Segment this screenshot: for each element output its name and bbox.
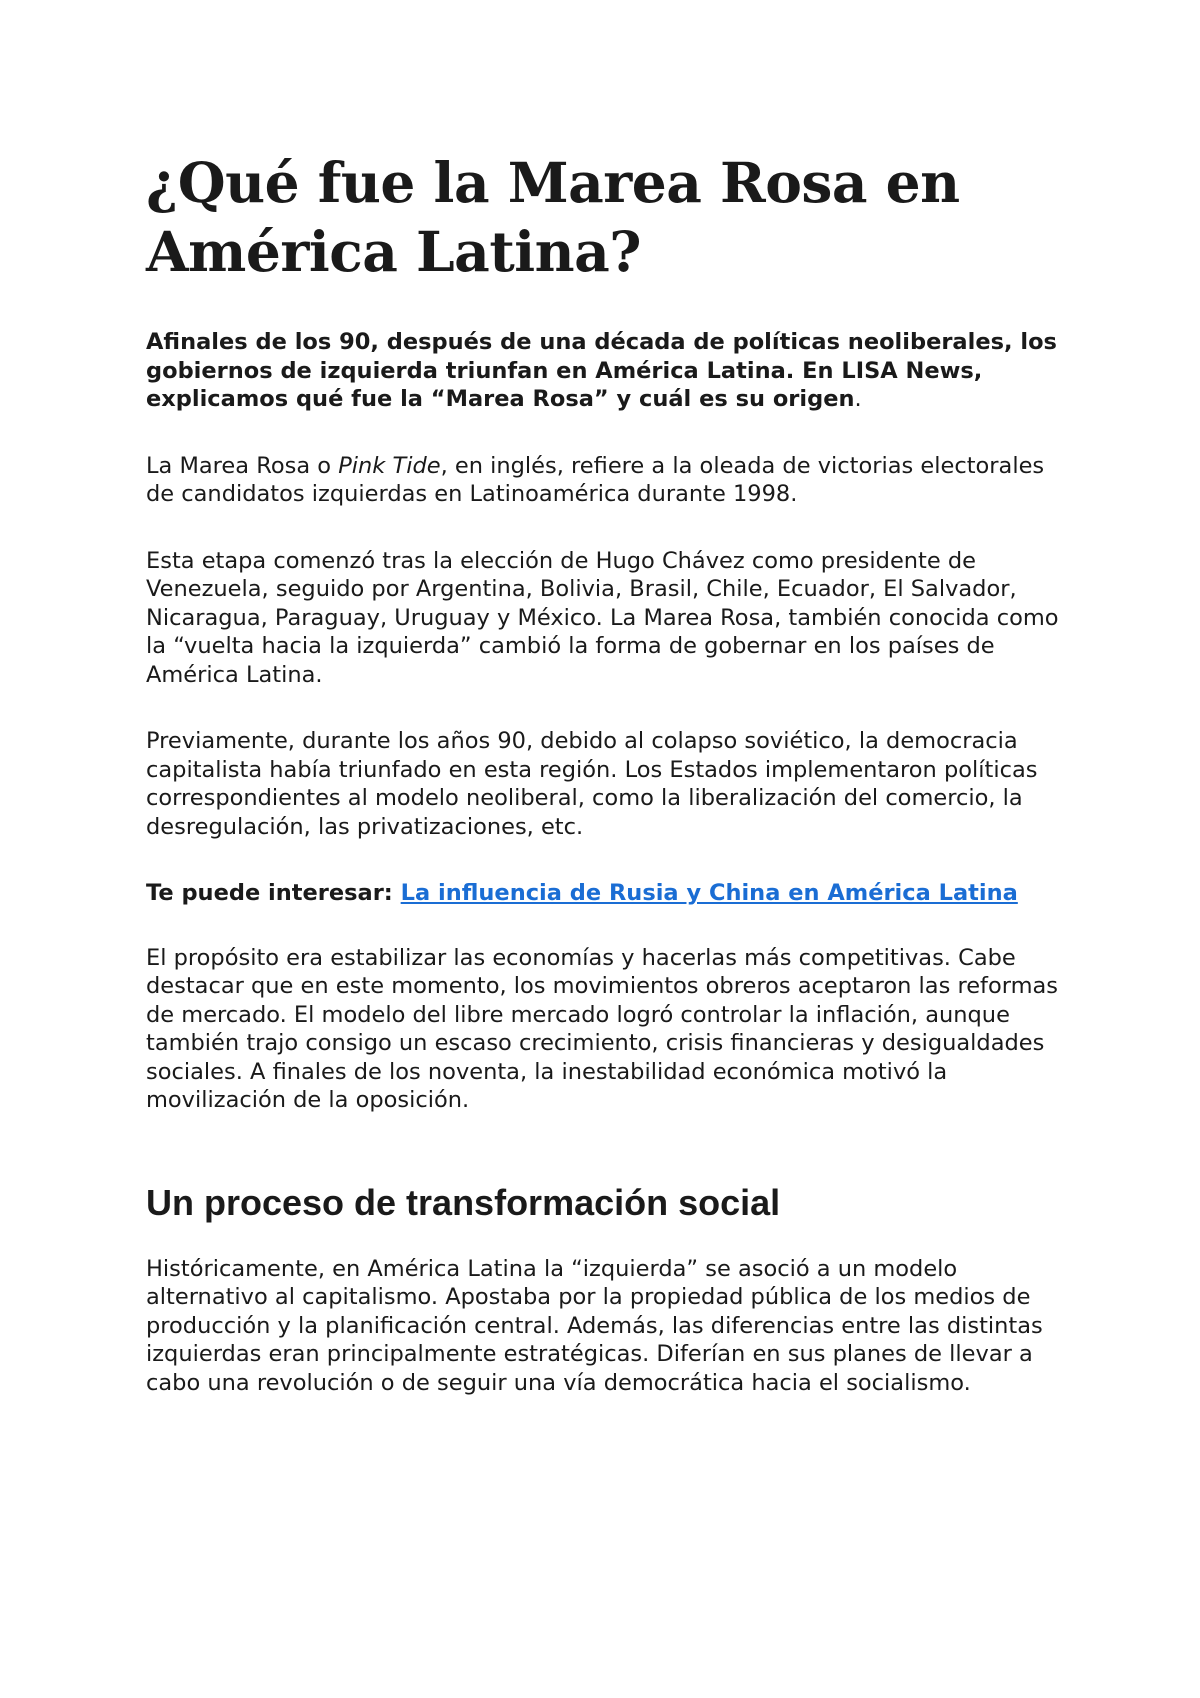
- lead-text: Afinales de los 90, después de una década de políticas neoliberales, los gobiernos de izquierda triunfan en América Latina. En LISA News, explicamos qué fue la “Marea Rosa” y cuál es su origen: [146, 329, 1057, 412]
- pink-tide-term: Pink Tide: [338, 452, 441, 479]
- paragraph-history: Históricamente, en América Latina la “izquierda” se asoció a un modelo alternativo al capitalismo. Apostaba por la propiedad pública de los medios de producción y la planificación central. Además, las diferencias entre las distintas izquierdas eran principalmente estratégicas. Diferían en sus planes de llevar a cabo una revolución o de seguir una vía democrática hacia el socialismo.: [146, 1255, 1043, 1396]
- paragraph-neoliberal: Previamente, durante los años 90, debido al colapso soviético, la democracia capitalista había triunfado en esta región. Los Estados implementaron políticas correspondientes al modelo neoliberal, como la liberalización del comercio, la desregulación, las privatizaciones, etc.: [146, 728, 1038, 840]
- section-heading: Un proceso de transformación social: [146, 1181, 781, 1223]
- related-article-label: Te puede interesar:: [146, 880, 401, 906]
- paragraph-market-reforms: El propósito era estabilizar las economías y hacerlas más competitivas. Cabe destacar que en este momento, los movimientos obreros aceptaron las reformas de mercado. El modelo del libre mercado logró controlar la inflación, aunque también trajo consigo un escaso crecimiento, crisis financieras y desigualdades sociales. A finales de los noventa, la inestabilidad económica motivó la movilización de la oposición.: [146, 944, 1059, 1113]
- article-title: ¿Qué fue la Marea Rosa en América Latina?: [146, 150, 960, 284]
- related-article: [146, 879, 1066, 908]
- paragraph-pink-tide-start: La Marea Rosa o: [146, 452, 339, 479]
- paragraph-pink-tide-end: , en inglés, refiere a la oleada de victorias electorales de candidatos izquierdas en Latinoamérica durante 1998.: [146, 452, 1045, 507]
- lead-trail: .: [854, 386, 862, 412]
- lead-paragraph: [146, 328, 1066, 414]
- article: [146, 148, 1066, 1435]
- paragraph-chavez: Esta etapa comenzó tras la elección de Hugo Chávez como presidente de Venezuela, seguido por Argentina, Bolivia, Brasil, Chile, Ecuador, El Salvador, Nicaragua, Paraguay, Uruguay y México. La Marea Rosa, también conocida como la “vuelta hacia la izquierda” cambió la forma de gobernar en los países de América Latina.: [146, 547, 1059, 688]
- related-article-link[interactable]: La influencia de Rusia y China en América Latina: [400, 880, 1018, 906]
- paragraph-pink-tide: [146, 452, 1066, 509]
